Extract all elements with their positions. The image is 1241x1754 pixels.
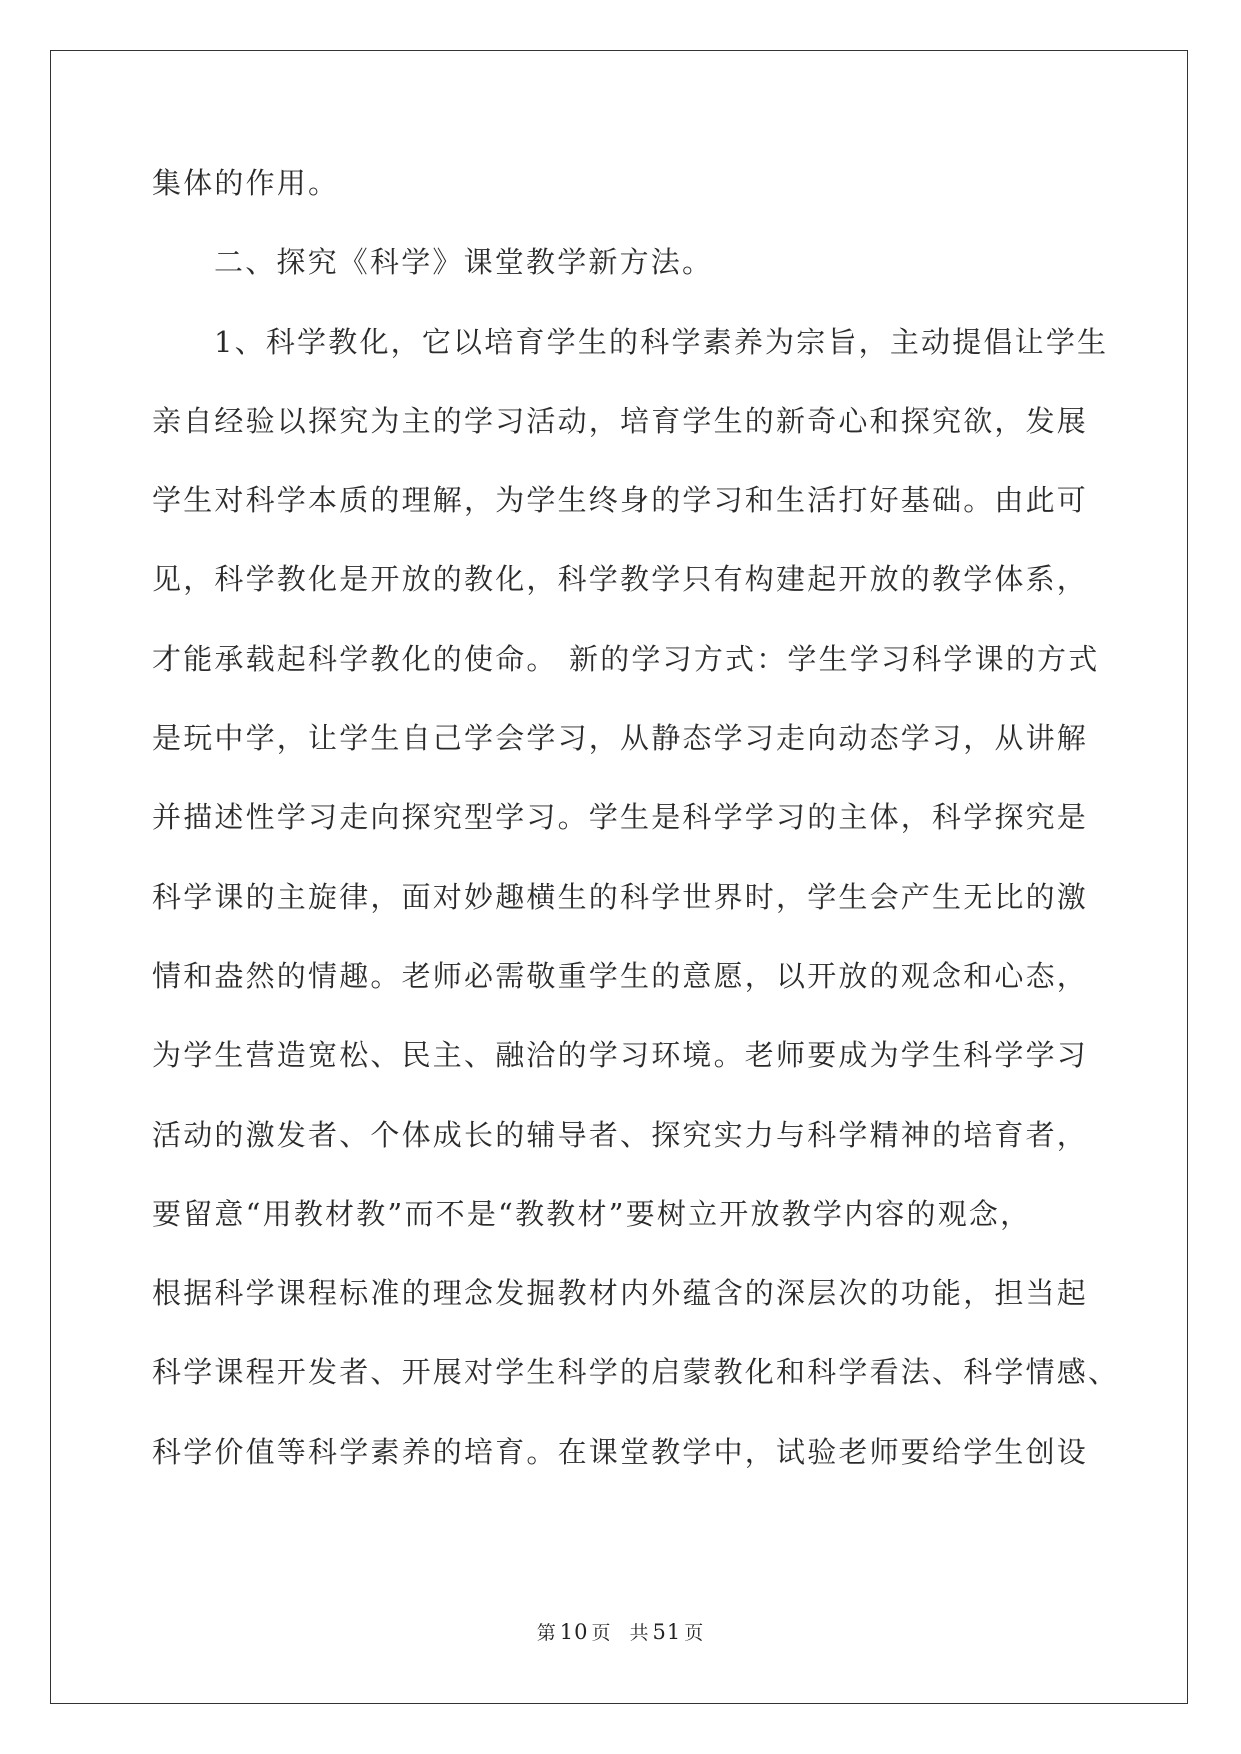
paragraph-line: 科学课程开发者、开展对学生科学的启蒙教化和科学看法、科学情感、: [152, 1355, 1120, 1390]
current-page-number: 10: [559, 1620, 589, 1644]
paragraph-line: 集体的作用。: [152, 166, 340, 200]
paragraph-line: 要留意“用教材教”而不是“教教材”要树立开放教学内容的观念，: [152, 1196, 1032, 1231]
paragraph-line: 科学课的主旋律，面对妙趣横生的科学世界时，学生会产生无比的激: [152, 879, 1089, 914]
paragraph-line: 活动的激发者、个体成长的辅导者、探究实力与科学精神的培育者，: [152, 1117, 1089, 1152]
total-prefix: 共: [629, 1622, 650, 1644]
paragraph-line: 1、科学教化，它以培育学生的科学素养为宗旨，主动提倡让学生: [214, 324, 1109, 359]
paragraph-line: 才能承载起科学教化的使命。 新的学习方式：学生学习科学课的方式: [152, 641, 1100, 676]
total-page-count: 51: [652, 1620, 682, 1644]
paragraph-line: 根据科学课程标准的理念发掘教材内外蕴含的深层次的功能，担当起: [152, 1276, 1089, 1311]
paragraph-line: 为学生营造宽松、民主、融洽的学习环境。老师要成为学生科学学习: [152, 1038, 1089, 1073]
paragraph-line: 学生对科学本质的理解，为学生终身的学习和生活打好基础。由此可: [152, 483, 1089, 518]
total-suffix: 页: [684, 1622, 705, 1644]
document-body: [152, 158, 1120, 1506]
paragraph-line: 情和盎然的情趣。老师必需敬重学生的意愿，以开放的观念和心态，: [152, 958, 1089, 993]
paragraph-line: 亲自经验以探究为主的学习活动，培育学生的新奇心和探究欲，发展: [152, 403, 1089, 438]
page-suffix: 页: [591, 1622, 612, 1644]
paragraph-line: 并描述性学习走向探究型学习。学生是科学学习的主体，科学探究是: [152, 800, 1089, 835]
paragraph-line: 科学价值等科学素养的培育。在课堂教学中，试验老师要给学生创设: [152, 1434, 1089, 1469]
paragraph-line: 见，科学教化是开放的教化，科学教学只有构建起开放的教学体系，: [152, 562, 1089, 597]
page-footer: [0, 1618, 1241, 1645]
paragraph-line: 是玩中学，让学生自己学会学习，从静态学习走向动态学习，从讲解: [152, 721, 1089, 756]
page-prefix: 第: [536, 1622, 557, 1644]
section-heading: 二、探究《科学》课堂教学新方法。: [214, 245, 714, 280]
